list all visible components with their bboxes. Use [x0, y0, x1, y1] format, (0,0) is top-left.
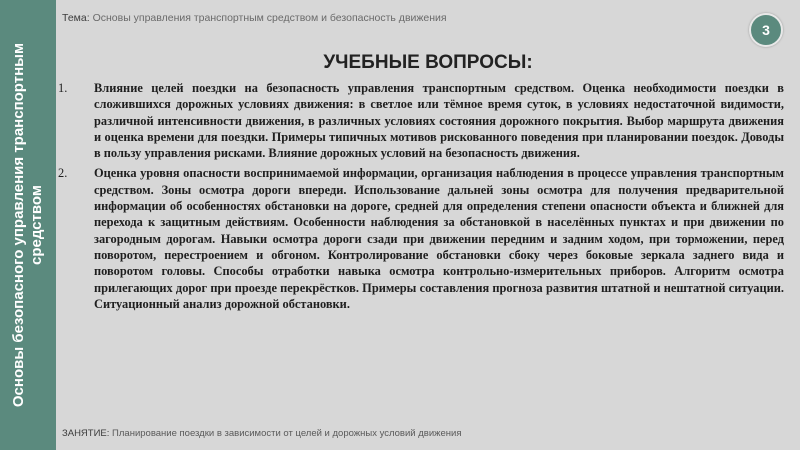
- question-item-2: [58, 165, 784, 312]
- question-text: Влияние целей поездки на безопасность управления транспортным средством. Оценка необходимости поездки в сложившихся дорожных условиях движения: в светлое или тёмное время суток, в условиях недостаточной видимости, различной интенсивности движения, в различных условиях состояния дорожного покрытия. Выбор маршрута движения и оценка времени для поездки. Примеры типичных мотивов рискованного поведения при планировании поездок. Доводы в пользу управления рисками. Влияние дорожных условий на безопасность движения.: [94, 81, 784, 161]
- question-number: 2.: [58, 166, 68, 181]
- lesson-label: ЗАНЯТИЕ:: [62, 428, 110, 439]
- question-text: Оценка уровня опасности воспринимаемой информации, организация наблюдения в процессе управления транспортным средством. Зоны осмотра дороги впереди. Использование дальней зоны осмотра для получения предварительной информации об особенностях обстановки на дороге, средней для определения степени опасности объекта и ближней для перехода к защитным действиям. Особенности наблюдения за обстановкой в населённых пунктах и при движении по загородным дорогам. Навыки осмотра дороги сзади при движении передним и задним ходом, при торможении, перед поворотом, перестроением и обгоном. Контролирование обстановки сбоку через боковые зеркала заднего вида и поворотом головы. Способы отработки навыка осмотра контрольно-измерительных приборов. Алгоритм осмотра прилегающих дорог при проезде перекрёстков. Примеры составления прогноза развития штатной и нештатной ситуации. Ситуационный анализ дорожной обстановки.: [94, 166, 784, 311]
- topic-label: Тема:: [62, 12, 90, 24]
- page-title: УЧЕБНЫЕ ВОПРОСЫ:: [323, 52, 533, 73]
- slide-number-badge: 3: [749, 13, 783, 47]
- sidebar: [0, 0, 56, 450]
- question-number: 1.: [58, 81, 68, 95]
- lesson-text: Планирование поездки в зависимости от целей и дорожных условий движения: [112, 428, 462, 439]
- question-item-1: [58, 80, 784, 161]
- topic-text: Основы управления транспортным средством и безопасность движения: [92, 12, 447, 24]
- questions-list: [58, 80, 784, 316]
- sidebar-title: Основы безопасного управления транспортным средством: [10, 42, 45, 408]
- lesson-footer: [62, 428, 461, 439]
- topic-header: [62, 12, 447, 24]
